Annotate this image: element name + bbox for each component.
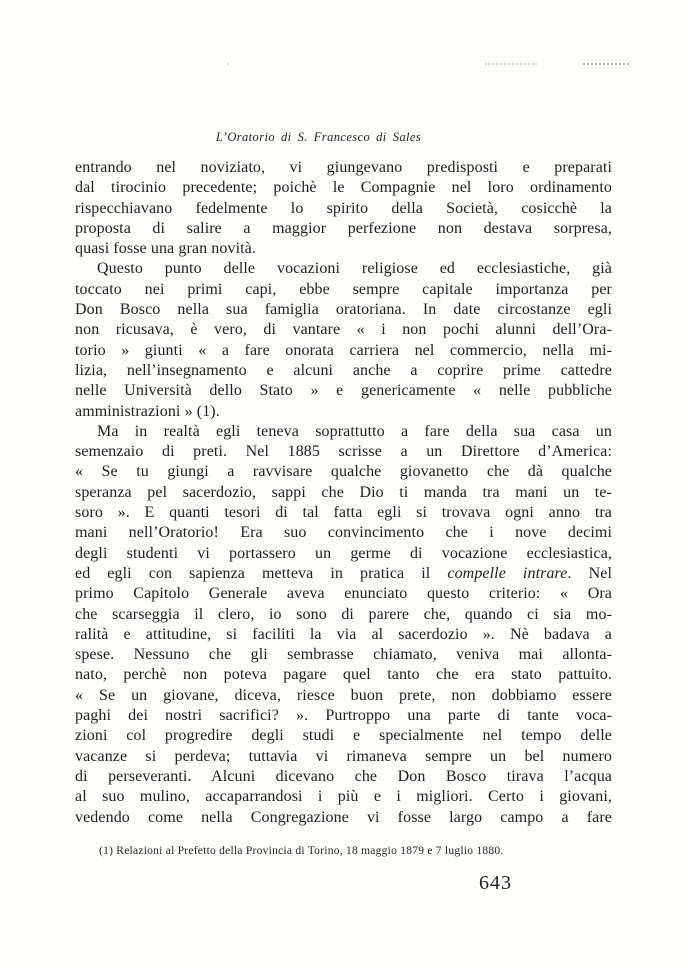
text-line: vedendo come nella Congregazione vi fosse largo campo a fare bbox=[75, 808, 612, 826]
paragraph-2 bbox=[75, 259, 612, 421]
text-line: non ricusava, è vero, di vantare « i non pochi alunni dell’Ora- bbox=[75, 321, 612, 339]
text-line: lizia, nell’insegnamento e alcuni anche a coprire prime cattedre bbox=[75, 361, 612, 379]
paragraph-1 bbox=[75, 158, 612, 259]
text-line: di perseveranti. Alcuni dicevano che Don Bosco tirava l’acqua bbox=[75, 767, 612, 785]
text-line: zioni col progredire degli studi e specialmente nel tempo delle bbox=[75, 727, 612, 745]
text-line: « Se tu giungi a ravvisare qualche giovanetto che dà qualche bbox=[75, 463, 612, 481]
text-line: speranza pel sacerdozio, sappi che Dio ti manda tra mani un te- bbox=[75, 483, 612, 501]
running-head: L’Oratorio di S. Francesco di Sales bbox=[215, 130, 422, 144]
footnote bbox=[75, 845, 612, 857]
text-block bbox=[75, 158, 612, 828]
text-line: entrando nel noviziato, vi giungevano predisposti e preparati bbox=[75, 159, 612, 176]
paragraph-3 bbox=[75, 422, 612, 828]
scan-speck bbox=[227, 63, 229, 65]
scan-dots-sparse bbox=[485, 63, 537, 65]
text-line: dal tirocinio precedente; poichè le Compagnie nel loro ordinamento bbox=[75, 179, 612, 197]
text-line: quasi fosse una gran novità. bbox=[75, 240, 256, 258]
text-line: Ma in realtà egli teneva soprattutto a fare della sua casa un bbox=[97, 422, 612, 440]
text-line: che scarseggia il clero, io sono di parere che, quando ci sia mo- bbox=[75, 605, 612, 623]
text-line: Questo punto delle vocazioni religiose ed ecclesiastiche, già bbox=[97, 260, 612, 278]
text-line: proposta di salire a maggior perfezione non destava sorpresa, bbox=[75, 219, 612, 237]
text-line: paghi dei nostri sacrifici? ». Purtroppo una parte di tante voca- bbox=[75, 707, 612, 725]
text-line: spese. Nessuno che gli sembrasse chiamato, veniva mai allonta- bbox=[75, 646, 612, 664]
text-line: degli studenti vi portassero un germe di vocazione ecclesiastica, bbox=[75, 544, 612, 562]
text-line: toccato nei primi capi, ebbe sempre capitale importanza per bbox=[75, 280, 612, 298]
scan-dots-dense bbox=[583, 63, 629, 65]
text-line: Don Bosco nella sua famiglia oratoriana. In date circostanze egli bbox=[75, 301, 612, 319]
text-line: vacanze si perdeva; tuttavia vi rimaneva sempre un bel numero bbox=[75, 747, 612, 765]
text-line: torio » giunti « a fare onorata carriera nel commercio, nella mi- bbox=[75, 341, 612, 359]
text-line: nato, perchè non poteva pagare quel tanto che era stato pattuito. bbox=[75, 666, 612, 684]
text-line: mani nell’Oratorio! Era suo convincimento che i nove decimi bbox=[75, 524, 612, 542]
text-line: ed egli con sapienza metteva in pratica il compelle intrare. Nel bbox=[75, 564, 613, 582]
text-line: amministrazioni » (1). bbox=[75, 402, 220, 420]
text-line: primo Capitolo Generale aveva enunciato questo criterio: « Ora bbox=[75, 585, 612, 603]
text-line: rispecchiavano fedelmente lo spirito della Società, cosicchè la bbox=[75, 199, 612, 217]
footnote-text: (1) Relazioni al Prefetto della Provincia di Torino, 18 maggio 1879 e 7 luglio 1880. bbox=[99, 845, 504, 857]
text-line: ralità e attitudine, si faciliti la via al sacerdozio ». Nè badava a bbox=[75, 625, 612, 643]
text-line: « Se un giovane, diceva, riesce buon prete, non dobbiamo essere bbox=[75, 686, 612, 704]
page-number: 643 bbox=[479, 872, 512, 894]
text-line: soro ». E quanti tesori di tal fatta egli si trovava ogni anno tra bbox=[75, 504, 612, 522]
text-line: nelle Università dello Stato » e genericamente « nelle pubbliche bbox=[75, 382, 612, 400]
text-line: semenzaio di preti. Nel 1885 scrisse a un Direttore d’America: bbox=[75, 443, 612, 461]
text-line: al suo mulino, accaparrandosi i più e i migliori. Certo i giovani, bbox=[75, 788, 612, 806]
